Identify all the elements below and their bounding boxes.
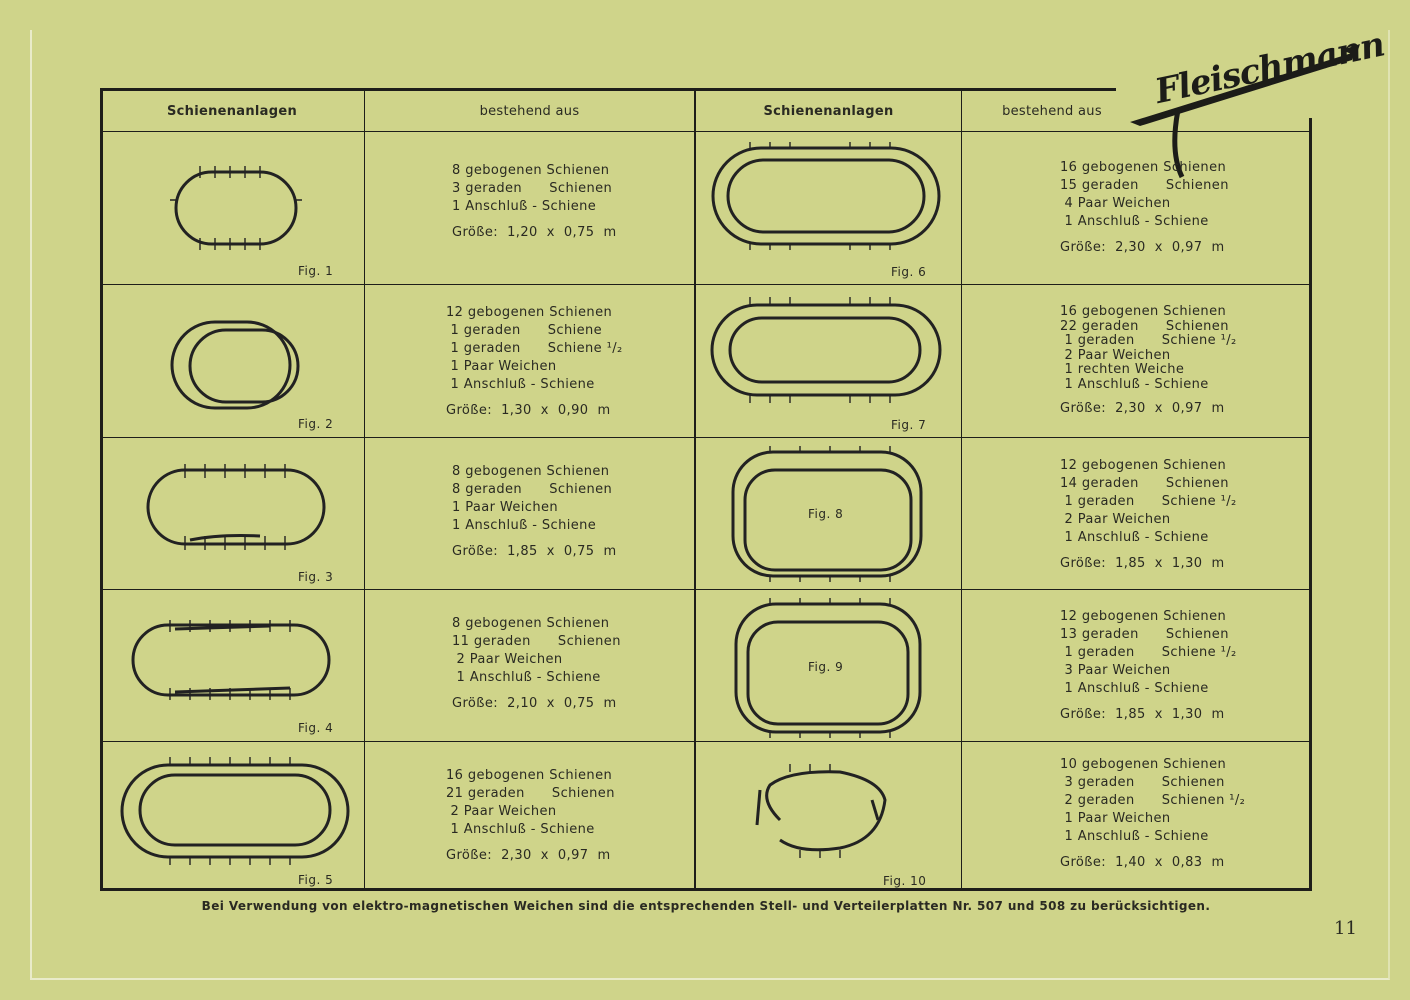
fig1-description: 8 gebogenen Schienen 3 geraden Schienen 1 Anschluß - Schiene Größe: 1,20 x 0,75 m xyxy=(452,163,617,240)
fig8-label: Fig. 8 xyxy=(808,507,844,521)
fig2-description: 12 gebogenen Schienen 1 geraden Schiene 1 geraden Schiene ¹/₂ 1 Paar Weichen 1 Anschluß - Schiene Größe: 1,30 x 0,90 m xyxy=(446,305,623,418)
fig8-description: 12 gebogenen Schienen 14 geraden Schienen 1 geraden Schiene ¹/₂ 2 Paar Weichen 1 Anschluß - Schiene Größe: 1,85 x 1,30 m xyxy=(1060,458,1237,571)
fig7-track-diagram xyxy=(712,305,940,395)
header-layouts-right: Schienenanlagen xyxy=(763,104,894,119)
fig3-track-diagram xyxy=(148,470,324,544)
fig4-description: 8 gebogenen Schienen 11 geraden Schienen 2 Paar Weichen 1 Anschluß - Schiene Größe: 2,10 x 0,75 m xyxy=(452,616,621,711)
fig1-label: Fig. 1 xyxy=(298,264,334,278)
fig5-label: Fig. 5 xyxy=(298,873,334,887)
fig3-label: Fig. 3 xyxy=(298,570,334,584)
fig4-label: Fig. 4 xyxy=(298,721,334,735)
fig2-track-diagram xyxy=(172,322,298,408)
fig7-label: Fig. 7 xyxy=(891,418,927,432)
header-layouts-left: Schienenanlagen xyxy=(166,104,298,119)
fig9-label: Fig. 9 xyxy=(808,660,844,674)
fig4-track-diagram xyxy=(133,625,329,695)
page-number: 11 xyxy=(1334,918,1357,939)
fig6-description: 16 gebogenen Schienen 15 geraden Schienen 4 Paar Weichen 1 Anschluß - Schiene Größe: 2,30 x 0,97 m xyxy=(1060,160,1229,255)
fig10-track-diagram xyxy=(757,772,885,850)
header-contents-left: bestehend aus xyxy=(479,104,580,119)
fig10-description: 10 gebogenen Schienen 3 geraden Schienen 2 geraden Schienen ¹/₂ 1 Paar Weichen 1 Anschluß - Schiene Größe: 1,40 x 0,83 m xyxy=(1060,757,1246,870)
fig9-description: 12 gebogenen Schienen 13 geraden Schienen 1 geraden Schiene ¹/₂ 3 Paar Weichen 1 Anschluß - Schiene Größe: 1,85 x 1,30 m xyxy=(1060,609,1237,722)
fig10-label: Fig. 10 xyxy=(883,874,927,888)
fig1-track-diagram xyxy=(176,172,296,244)
header-contents-right: bestehend aus xyxy=(1002,104,1102,119)
fig3-description: 8 gebogenen Schienen 8 geraden Schienen 1 Paar Weichen 1 Anschluß - Schiene Größe: 1,85 x 0,75 m xyxy=(452,464,617,559)
logo-text: Fleischmann xyxy=(1151,24,1388,113)
fig6-track-diagram xyxy=(713,148,939,244)
fig5-track-diagram xyxy=(122,765,348,857)
fig5-description: 16 gebogenen Schienen 21 geraden Schienen 2 Paar Weichen 1 Anschluß - Schiene Größe: 2,30 x 0,97 m xyxy=(446,768,615,863)
footnote: Bei Verwendung von elektro-magnetischen Weichen sind die entsprechenden Stell- und Verteilerplatten Nr. 507 und 508 zu berücksichtigen. xyxy=(201,899,1211,913)
fig2-label: Fig. 2 xyxy=(298,417,334,431)
fig7-description: 16 gebogenen Schienen 22 geraden Schienen 1 geraden Schiene ¹/₂ 2 Paar Weichen 1 rechten Weiche 1 Anschluß - Schiene Größe: 2,30 x 0,97 m xyxy=(1060,304,1237,416)
fig6-label: Fig. 6 xyxy=(891,265,927,279)
